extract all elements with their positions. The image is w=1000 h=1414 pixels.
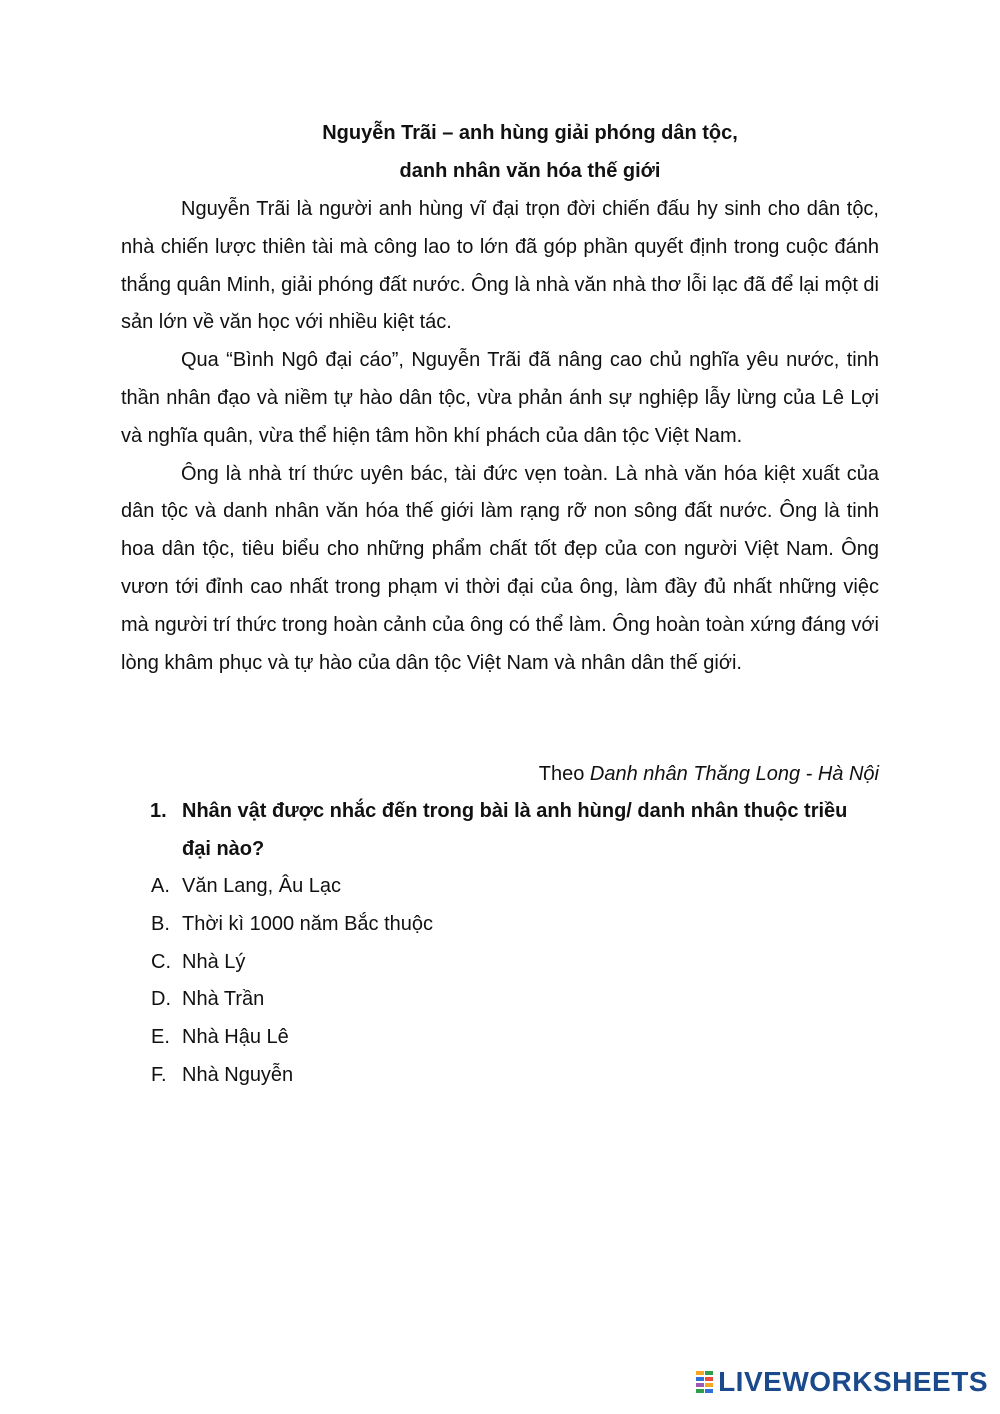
brand-name: LIVEWORKSHEETS	[718, 1366, 988, 1397]
source-title: Danh nhân Thăng Long - Hà Nội	[589, 763, 879, 785]
page-title-line-2: danh nhân văn hóa thế giới	[399, 160, 661, 182]
answer-option-c[interactable]	[151, 944, 851, 982]
passage-paragraph: Ông là nhà trí thức uyên bác, tài đức vẹn toàn. Là nhà văn hóa kiệt xuất của dân tộc và danh nhân văn hóa thế giới làm rạng rỡ non sông đất nước. Ông là tinh hoa dân tộc, tiêu biểu cho những phẩm chất tốt đẹp của con người Việt Nam. Ông vươn tới đỉnh cao nhất trong phạm vi thời đại của ông, làm đầy đủ nhất những việc mà người trí thức trong hoàn cảnh của ông có thể làm. Ông hoàn toàn xứng đáng với lòng khâm phục và tự hào của dân tộc Việt Nam và nhân dân thế giới.	[121, 462, 879, 674]
option-text: Văn Lang, Âu Lạc	[182, 875, 342, 897]
answer-option-d[interactable]	[151, 981, 851, 1019]
option-letter: C.	[151, 950, 171, 973]
option-text: Nhà Nguyễn	[182, 1063, 294, 1086]
source-prefix: Theo	[538, 763, 590, 785]
liveworksheets-logo-icon	[696, 1371, 714, 1393]
option-letter: E.	[151, 1026, 170, 1049]
page-title-line-1: Nguyễn Trãi – anh hùng giải phóng dân tộc,	[322, 122, 738, 144]
liveworksheets-brand	[696, 1366, 988, 1398]
source-citation	[121, 756, 879, 794]
answer-option-e[interactable]	[151, 1019, 851, 1057]
question-1	[150, 793, 870, 869]
option-letter: B.	[151, 912, 170, 935]
question-number: 1.	[150, 800, 167, 822]
option-text: Nhà Trần	[182, 988, 265, 1011]
answer-option-f[interactable]	[151, 1057, 851, 1095]
answer-option-a[interactable]	[151, 868, 851, 906]
reading-passage	[121, 191, 879, 682]
option-letter: F.	[151, 1063, 167, 1086]
option-text: Nhà Hậu Lê	[182, 1026, 289, 1049]
question-text: Nhân vật được nhắc đến trong bài là anh hùng/ danh nhân thuộc triều đại nào?	[182, 800, 848, 860]
option-text: Thời kì 1000 năm Bắc thuộc	[182, 912, 434, 935]
option-letter: D.	[151, 988, 171, 1011]
passage-paragraph: Nguyễn Trãi là người anh hùng vĩ đại trọn đời chiến đấu hy sinh cho dân tộc, nhà chiến lược thiên tài mà công lao to lớn đã góp phần quyết định trong cuộc đánh thắng quân Minh, giải phóng đất nước. Ông là nhà văn nhà thơ lỗi lạc đã để lại một di sản lớn về văn học với nhiều kiệt tác.	[121, 198, 879, 334]
answer-option-b[interactable]	[151, 906, 851, 944]
answer-options	[151, 868, 851, 1095]
passage-paragraph: Qua “Bình Ngô đại cáo”, Nguyễn Trãi đã nâng cao chủ nghĩa yêu nước, tinh thần nhân đạo và niềm tự hào dân tộc, vừa phản ánh sự nghiệp lẫy lừng của Lê Lợi và nghĩa quân, vừa thể hiện tâm hồn khí phách của dân tộc Việt Nam.	[121, 349, 879, 447]
option-text: Nhà Lý	[182, 950, 246, 973]
option-letter: A.	[151, 875, 170, 897]
